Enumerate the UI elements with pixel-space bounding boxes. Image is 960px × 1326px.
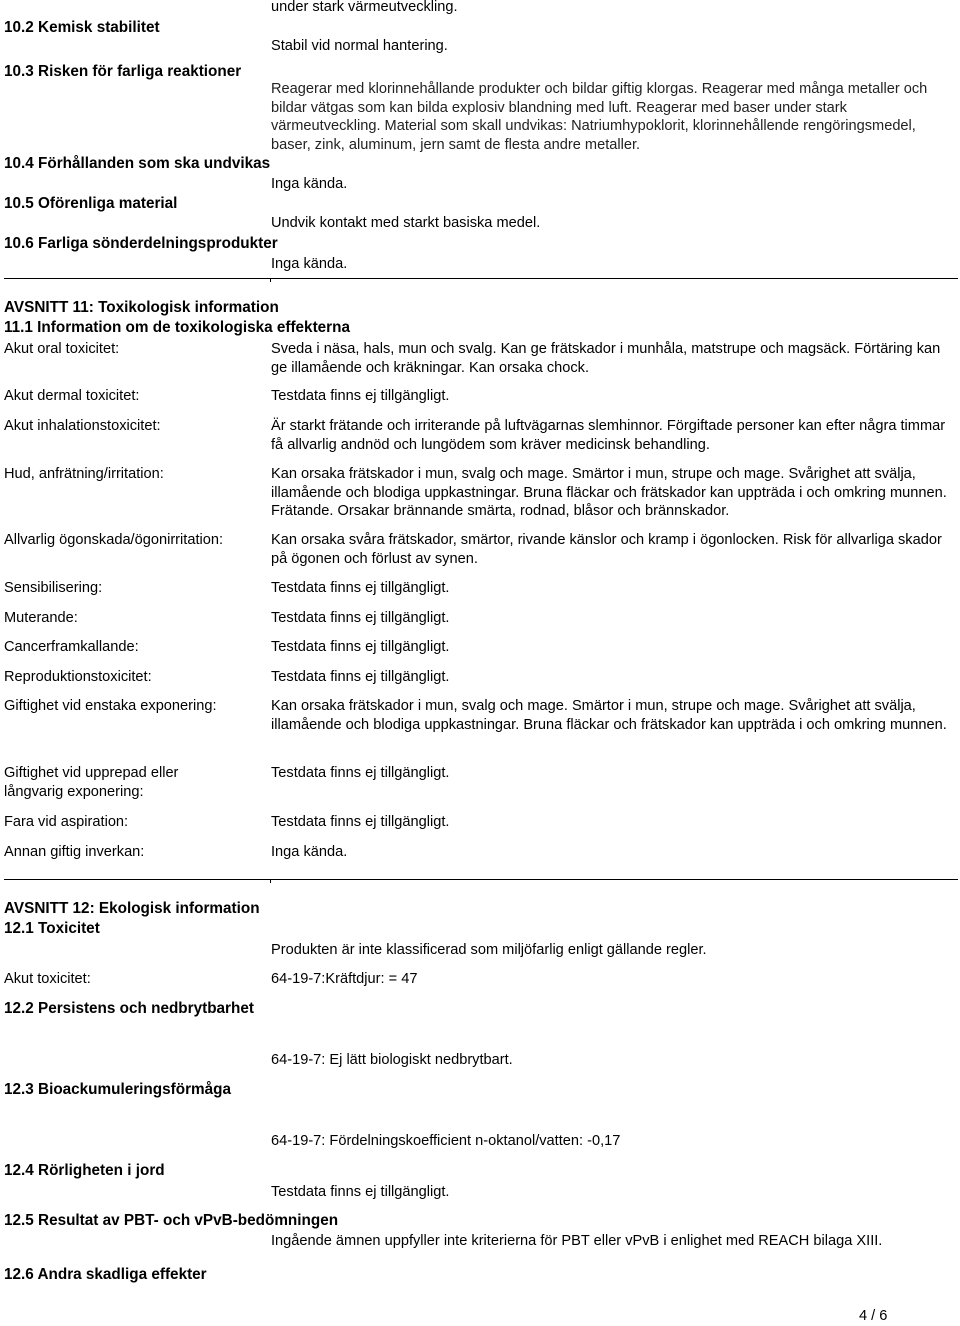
tox-label: Akut dermal toxicitet: (4, 388, 140, 404)
acute-toxicity-label: Akut toxicitet: (4, 971, 91, 987)
tox-label: Muterande: (4, 610, 78, 626)
tox-label: Fara vid aspiration: (4, 814, 129, 830)
toxicity-text: Produkten är inte klassificerad som miljöfarlig enligt gällande regler. (271, 942, 707, 958)
section-12-1-heading: 12.1 Toxicitet (4, 920, 100, 937)
section-12-title: AVSNITT 12: Ekologisk information (4, 900, 260, 917)
tox-value: Testdata finns ej tillgängligt. (271, 388, 450, 404)
tox-value: Testdata finns ej tillgängligt. (271, 765, 450, 781)
section-12-2-heading: 12.2 Persistens och nedbrytbarhet (4, 1000, 254, 1017)
section-10-6-heading: 10.6 Farliga sönderdelningsprodukter (4, 235, 278, 252)
tox-value: Kan orsaka frätskador i mun, svalg och mage. Smärtor i mun, strupe och mage. Svårighet att svälja, illamående och blodiga uppkastningar. Bruna fläckar och frätskador kan uppträda i och omkring munnen. (271, 698, 947, 733)
section-10-4-heading: 10.4 Förhållanden som ska undvikas (4, 155, 271, 172)
tox-value: Testdata finns ej tillgängligt. (271, 814, 450, 830)
tox-label: Akut oral toxicitet: (4, 341, 120, 357)
section-10-3-heading: 10.3 Risken för farliga reaktioner (4, 63, 242, 80)
reactions-text: Reagerar med klorinnehållande produkter och bildar giftig klorgas. Reagerar med många metaller och bildar vätgas som kan bilda explosiv blandning med luft. Reagerar med baser under stark värmeutveckling. Material som skall undvikas: Natriumhypoklorit, klorinnehållende rengöringsmedel, baser, zink, aluminum, jern samt de flesta andre metaller. (271, 81, 928, 153)
tox-value: Inga kända. (271, 844, 348, 860)
section-12-3-heading: 12.3 Bioackumuleringsförmåga (4, 1081, 231, 1098)
tox-label: Annan giftig inverkan: (4, 844, 145, 860)
stability-text-continued: under stark värmeutveckling. (271, 0, 458, 15)
tox-label: Hud, anfrätning/irritation: (4, 466, 164, 482)
tox-value: Kan orsaka frätskador i mun, svalg och mage. Smärtor i mun, strupe och mage. Svårighet att svälja, illamående och blodiga uppkastningar. Bruna fläckar och frätskador kan uppträda i och omkring munnen. Frätande. Orsakar brännande smärta, rodnad, blåsor och brännskador. (271, 466, 947, 519)
tox-label: Giftighet vid enstaka exponering: (4, 698, 217, 714)
tox-value: Testdata finns ej tillgängligt. (271, 639, 450, 655)
tox-value: Testdata finns ej tillgängligt. (271, 669, 450, 685)
page-number: 4 / 6 (859, 1308, 888, 1324)
mobility-text: Testdata finns ej tillgängligt. (271, 1184, 450, 1200)
section-12-4-heading: 12.4 Rörligheten i jord (4, 1162, 165, 1179)
incompatible-text: Undvik kontakt med starkt basiska medel. (271, 215, 541, 231)
tox-label: Cancerframkallande: (4, 639, 139, 655)
stability-text: Stabil vid normal hantering. (271, 38, 448, 54)
section-10-2-heading: 10.2 Kemisk stabilitet (4, 19, 160, 36)
tox-label: Reproduktionstoxicitet: (4, 669, 152, 685)
tox-value: Sveda i näsa, hals, mun och svalg. Kan ge frätskador i munhåla, matstrupe och magsäck. Förtäring kan ge illamående och kräkningar. Kan orsaka chock. (271, 341, 941, 376)
section-12-5-heading: 12.5 Resultat av PBT- och vPvB-bedömningen (4, 1212, 339, 1229)
divider-tick (270, 278, 271, 282)
divider-tick (270, 879, 271, 883)
section-10-5-heading: 10.5 Oförenliga material (4, 195, 178, 212)
bioaccumulation-text: 64-19-7: Fördelningskoefficient n-oktanol/vatten: -0,17 (271, 1133, 621, 1149)
persistence-text: 64-19-7: Ej lätt biologiskt nedbrytbart. (271, 1052, 513, 1068)
section-divider (4, 278, 958, 279)
tox-label: Giftighet vid upprepad eller långvarig exponering: (4, 765, 179, 800)
tox-value: Är starkt frätande och irriterande på luftvägarnas slemhinnor. Förgiftade personer kan efter några timmar få allvarlig andnöd och lungödem som kräver medicinsk behandling. (271, 418, 946, 453)
section-divider (4, 879, 958, 880)
section-11-title: AVSNITT 11: Toxikologisk information (4, 299, 279, 316)
acute-toxicity-value: 64-19-7:Kräftdjur: = 47 (271, 971, 418, 987)
decomposition-text: Inga kända. (271, 256, 348, 272)
pbt-text: Ingående ämnen uppfyller inte kriterierna för PBT eller vPvB i enlighet med REACH bilaga XIII. (271, 1233, 883, 1249)
section-12-6-heading: 12.6 Andra skadliga effekter (4, 1266, 207, 1283)
tox-label: Sensibilisering: (4, 580, 103, 596)
conditions-text: Inga kända. (271, 176, 348, 192)
tox-value: Kan orsaka svåra frätskador, smärtor, rivande känslor och kramp i ögonlocken. Risk för allvarliga skador på ögonen och förlust av synen. (271, 532, 942, 567)
tox-value: Testdata finns ej tillgängligt. (271, 580, 450, 596)
tox-label: Akut inhalationstoxicitet: (4, 418, 161, 434)
section-11-1-heading: 11.1 Information om de toxikologiska effekterna (4, 319, 350, 336)
tox-value: Testdata finns ej tillgängligt. (271, 610, 450, 626)
tox-label: Allvarlig ögonskada/ögonirritation: (4, 532, 224, 548)
